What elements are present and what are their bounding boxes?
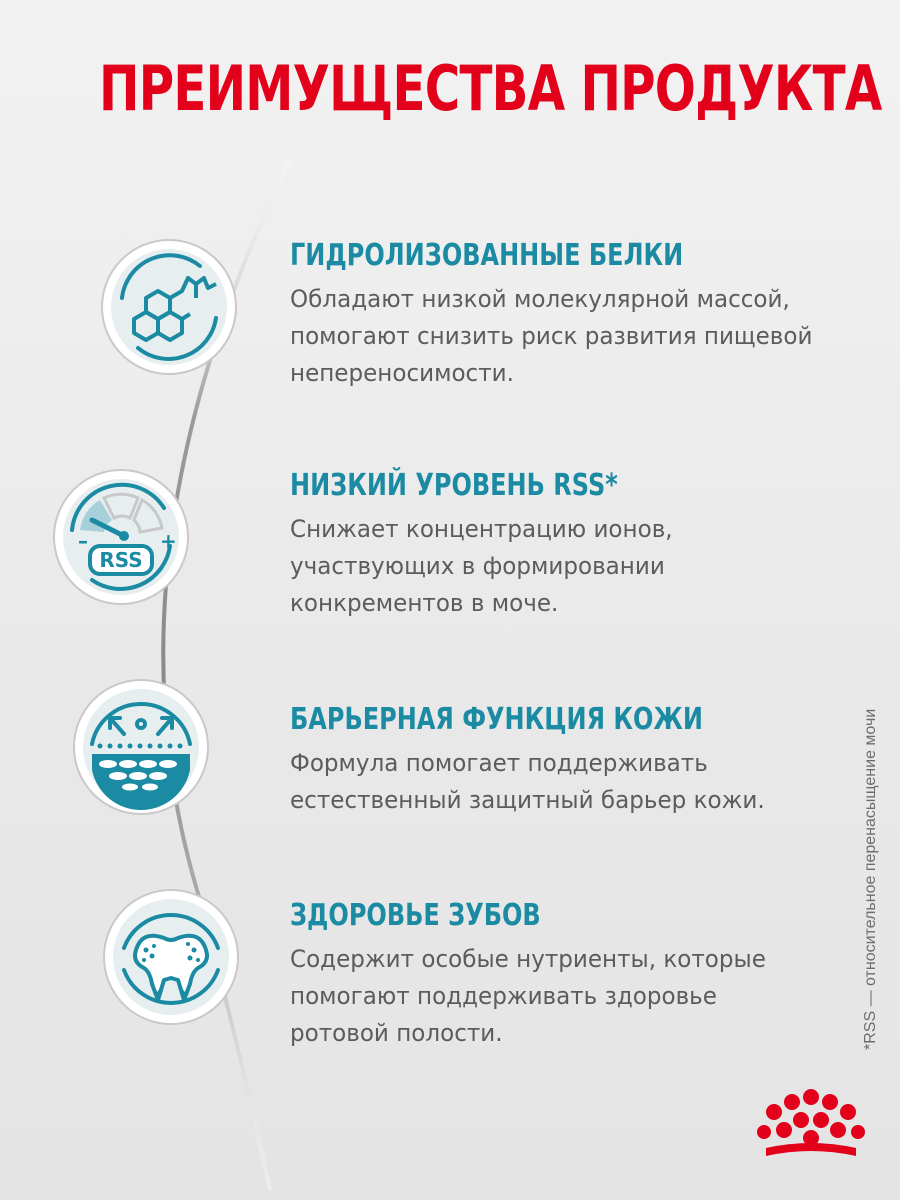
tooth-icon: [102, 888, 240, 1026]
royal-crown-logo: [752, 1088, 870, 1166]
feature-line: Снижает концентрацию ионов,: [290, 515, 673, 543]
svg-text:–: –: [78, 529, 88, 553]
feature-low-rss: [290, 468, 850, 622]
rss-gauge-icon: [52, 468, 190, 606]
feature-line: помогают снизить риск развития пищевой: [290, 322, 813, 350]
feature-line: Содержит особые нутриенты, которые: [290, 945, 766, 973]
rss-label: RSS: [99, 548, 143, 572]
feature-title: ГИДРОЛИЗОВАННЫЕ БЕЛКИ: [290, 238, 684, 273]
feature-line: Формула помогает поддерживать: [290, 749, 708, 777]
rss-footnote: *RSS — относительное перенасыщение мочи: [862, 708, 879, 1050]
feature-line: участвующих в формировании: [290, 552, 665, 580]
molecule-badge: [100, 238, 238, 376]
feature-line: естественный защитный барьер кожи.: [290, 786, 765, 814]
feature-line: конкрементов в моче.: [290, 589, 559, 617]
skin-badge: [72, 678, 210, 816]
feature-line: ротовой полости.: [290, 1019, 503, 1047]
feature-line: помогают поддерживать здоровье: [290, 982, 717, 1010]
feature-title: НИЗКИЙ УРОВЕНЬ RSS*: [290, 468, 618, 503]
page-title: ПРЕИМУЩЕСТВА ПРОДУКТА: [99, 52, 882, 125]
feature-line: непереносимости.: [290, 359, 514, 387]
feature-skin-barrier: [290, 702, 850, 819]
feature-hydrolyzed-proteins: [290, 238, 850, 392]
feature-line: Обладают низкой молекулярной массой,: [290, 285, 790, 313]
skin-barrier-icon: [72, 678, 210, 816]
tooth-badge: [102, 888, 240, 1026]
feature-title: БАРЬЕРНАЯ ФУНКЦИЯ КОЖИ: [290, 702, 703, 737]
feature-dental-health: [290, 898, 850, 1052]
svg-text:+: +: [160, 529, 177, 553]
feature-title: ЗДОРОВЬЕ ЗУБОВ: [290, 898, 541, 933]
molecule-icon: [100, 238, 238, 376]
rss-badge: [52, 468, 190, 606]
